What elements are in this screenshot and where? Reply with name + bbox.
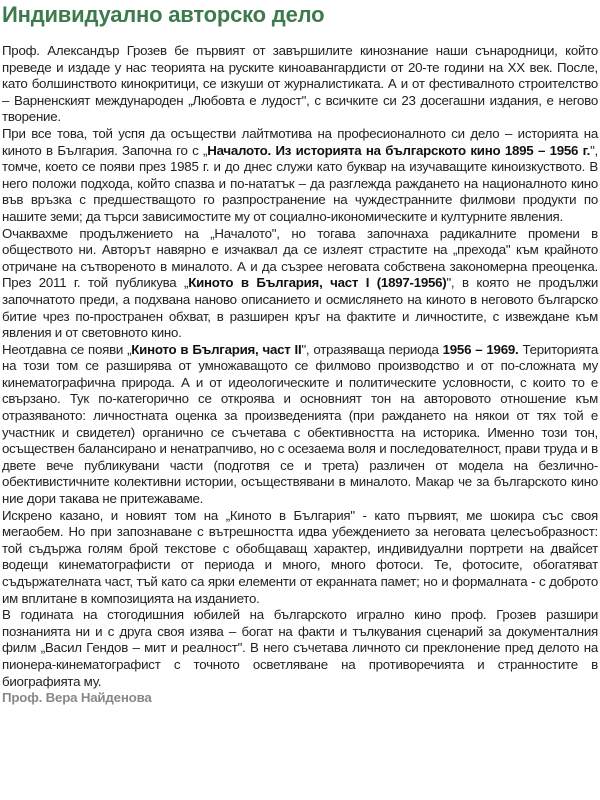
article-paragraph [2, 226, 598, 342]
article-paragraph [2, 126, 598, 226]
title-spacer [2, 36, 598, 43]
paragraph-text: В годината на стогодишния юбилей на българското игрално кино проф. Грозев разшири познанията ни и с друга своя изява – богат на факти и тълкувания сценарий за документалния филм „Васил Гендов – мит и реалност". В него съчетава личното си преклонение пред делото на пионера-кинематографист с точното осветляване на противоречията и странностите в биографията му. [2, 607, 598, 689]
period-range: 1956 – 1969. [442, 341, 519, 357]
book-title-part-one: Киното в България, част I (1897-1956) [188, 275, 447, 291]
paragraph-text: ", в която не продължи започнатото преди, а подхвана наново описанието и осмислянето на киното в неговото българско битие чрез по-пространен обхват, в разширен кръг на фактите и личностите, с извеждане към явления и от световното кино. [2, 275, 598, 341]
paragraph-text: Неотдавна се появи „ [2, 341, 132, 357]
article-paragraph [2, 43, 598, 126]
paragraph-text: ", томче, което се появи през 1985 г. и до днес служи като буквар на изучаващите киноизкуството. В него положи подхода, който спазва и по-нататък – да разглежда раждането на националното кино във връзка с предшестващото го разпространение на чуждестранните филмови продукти по нашите земи; да търси зависимостите му от социално-икономическите и културните явления. [2, 142, 598, 224]
article-title: Индивидуално авторско дело [2, 2, 325, 27]
paragraph-text: Проф. Александър Грозев бе първият от завършилите кинознание наши сънародници, който преведе и издаде у нас теорията на руските киноавангардисти от 20-те години на XX век. После, като болшинството кинокритици, се изкуши от журналистиката. А и от фестивалното строителство – Варненският международен „Любовта е лудост", с всичките си 23 досегашни издания, е негово творение. [2, 43, 598, 125]
paragraph-text: Територията на този том се разширява от умножаващото се филмово производство и от по-сложната му кинематографична природа. А и от идеологическите и политическите условности, с които то е свързано. Тук по-категорично се откроява и основният тон на авторовото отношение към отразяваното: личностната оценка за произведенията (при раждането на някои от тях той е участник и свидетел) органично се съчетава с обективността на историка. Именно този тон, осъществен балансирано и ненатрапчиво, но с осезаема воля и последователност, прави труда и в двете вече публикувани части (подготвя се и трета) различен от модела на безлично-обективистичните колективни истории, осъществявани в миналото. Макар че за българското кино ние дори такава не притежаваме. [2, 341, 599, 507]
paragraph-text: ", отразяваща периода [301, 341, 443, 357]
book-title-part-two: Киното в България, част II [131, 341, 302, 357]
article-paragraph [2, 342, 598, 508]
article-paragraph [2, 508, 598, 608]
book-title-nachaloto: Началото. Из историята на българското кино 1895 – 1956 г. [207, 142, 591, 158]
author-signature: Проф. Вера Найденова [2, 690, 152, 706]
paragraph-text: Очаквахме продължението на „Началото", но тогава започнаха радикалните промени в обществото ни. Авторът навярно е изчаквал да се излеят страстите на „прехода" към крайното отричане на сътвореното в миналото. А и да съзрее неговата собствена закономерна преоценка. През 2011 г. той публикува „ [2, 225, 598, 291]
paragraph-text: При все това, той успя да осъществи лайтмотива на професионалното си дело – историята на киното в България. Започна го с „ [2, 125, 598, 158]
article-paragraph [2, 607, 598, 690]
paragraph-text: Искрено казано, и новият том на „Киното в България" - като първият, ме шокира със своя мегаобем. Но при запознаване с вътрешността идва убеждението за неговата целесъобразност: той съдържа голям брой текстове с обобщаващ характер, индивидуални портрети на двайсет водещи кинематографисти от периода и много, много фотоси. Те, фотосите, обогатяват съдържателната част, тъй като са ярки елементи от екранната памет; но и формалната - с доброто им вплитане в композицията на изданието. [2, 507, 598, 606]
